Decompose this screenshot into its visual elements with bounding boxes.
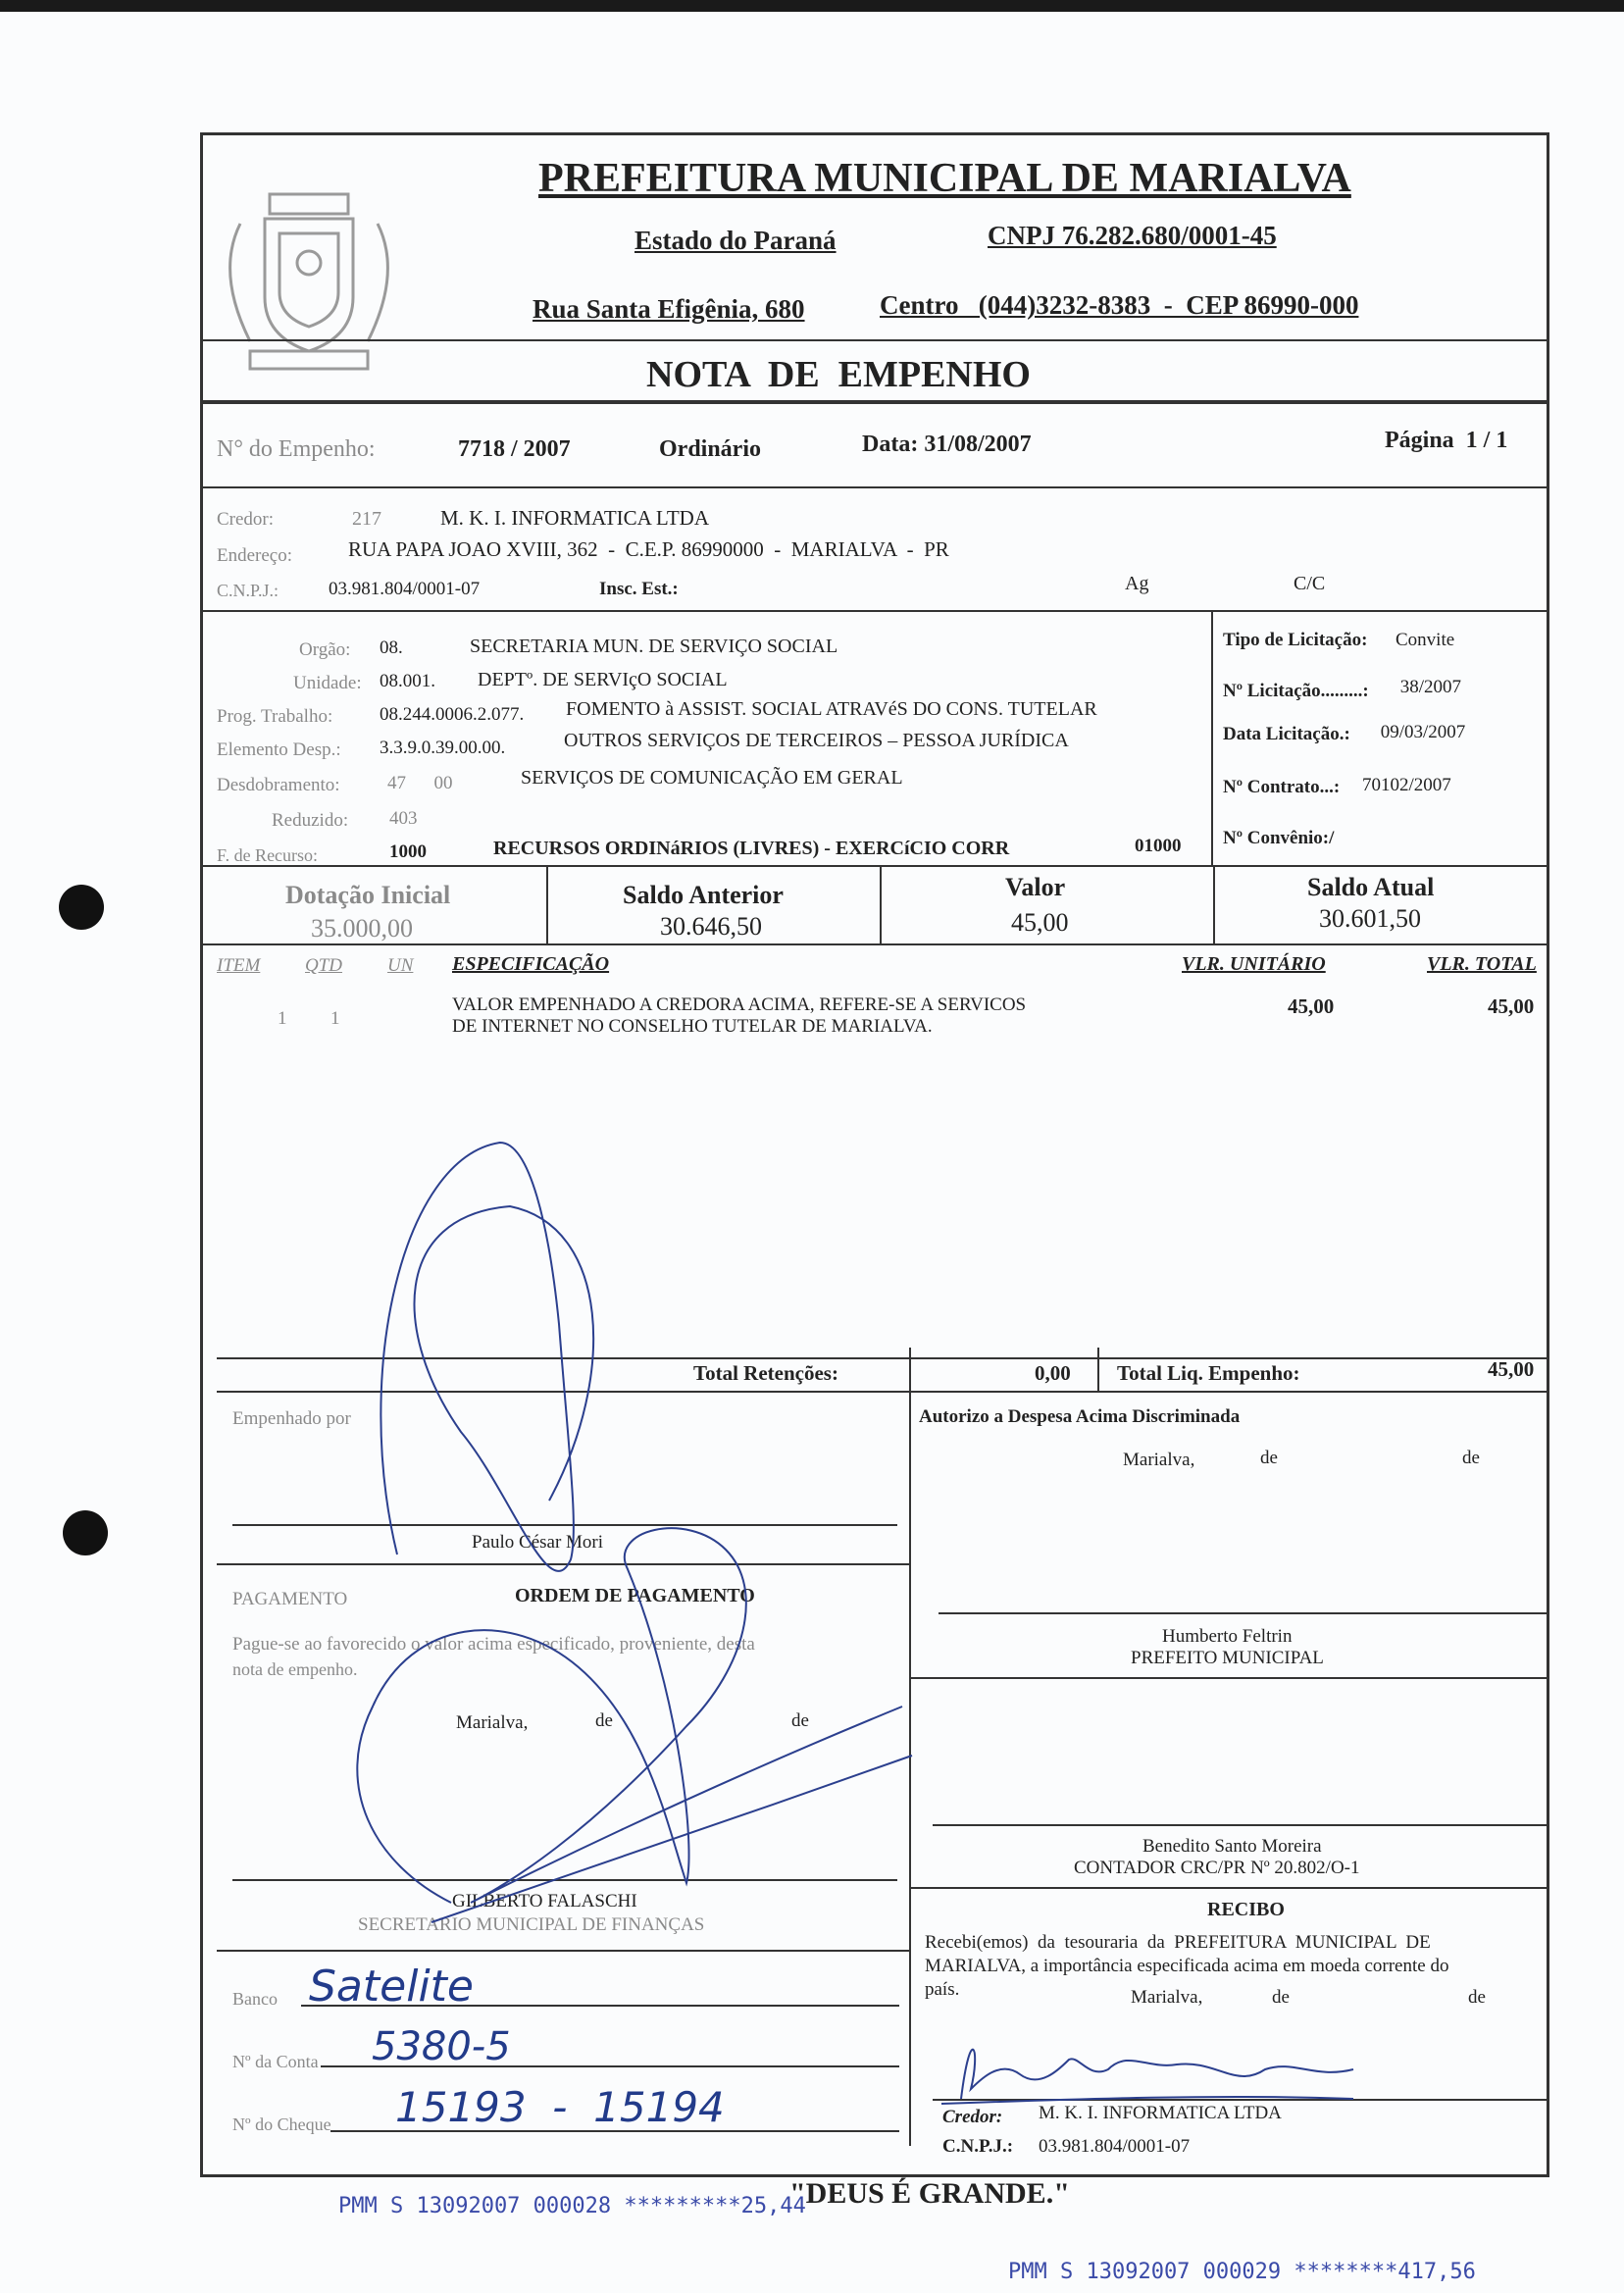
item-number: 1 (278, 1008, 287, 1029)
orgao-name: SECRETARIA MUN. DE SERVIÇO SOCIAL (470, 636, 838, 657)
item-description-line1: VALOR EMPENHADO A CREDORA ACIMA, REFERE-SE A SERVICOS (452, 994, 1027, 1015)
prefeitura-address: Rua Santa Efigênia, 680 (533, 294, 805, 324)
prefeito-name: Humberto Feltrin (1162, 1626, 1293, 1647)
payment-stamp-2: PMM S 13092007 000029 ********417,56 (1008, 2260, 1476, 2284)
ordem-pagamento-title: ORDEM DE PAGAMENTO (515, 1585, 755, 1606)
prefeitura-cnpj: CNPJ 76.282.680/0001-45 (988, 221, 1277, 250)
elemento-despesa-code: 3.3.9.0.39.00.00. (380, 738, 506, 758)
unidade-code: 08.001. (380, 671, 435, 691)
credor-cnpj-label: C.N.P.J.: (217, 581, 279, 600)
fonte-recurso-name: RECURSOS ORDINáRIOS (LIVRES) - EXERCíCIO CORR (493, 838, 1010, 859)
tipo-licitacao-value: Convite (1396, 630, 1455, 650)
autorizo-de-1: de (1260, 1448, 1278, 1468)
recibo-cnpj-label: C.N.P.J.: (942, 2136, 1014, 2157)
recibo-text-line2: MARIALVA, a importância especificada acima em moeda corrente do (925, 1956, 1449, 1976)
document-title: NOTA DE EMPENHO (646, 354, 1031, 395)
numero-licitacao-value: 38/2007 (1396, 677, 1462, 697)
total-retencoes-value: 0,00 (1035, 1361, 1071, 1385)
credor-cnpj: 03.981.804/0001-07 (329, 579, 481, 599)
desdobramento-label: Desdobramento: (217, 775, 340, 795)
banco-label: Banco (232, 1989, 278, 2009)
autorizo-de-2: de (1462, 1448, 1480, 1468)
empenho-type: Ordinário (659, 436, 762, 462)
credor-address: RUA PAPA JOAO XVIII, 362 - C.E.P. 86990000 - MARIALVA - PR (348, 537, 949, 561)
recibo-text-line1: Recebi(emos) da tesouraria da PREFEITURA MUNICIPAL DE (925, 1932, 1431, 1953)
item-description-line2: DE INTERNET NO CONSELHO TUTELAR DE MARIALVA. (452, 1016, 933, 1037)
ordem-pagamento-text-line1: Pague-se ao favorecido o valor acima especificado, proveniente, desta (232, 1634, 755, 1655)
data-licitacao-value: 09/03/2007 (1376, 722, 1466, 742)
numero-cheque-label: Nº do Cheque (232, 2115, 331, 2134)
numero-licitacao-label: Nº Licitação.........: (1223, 681, 1369, 701)
recibo-de-2: de (1468, 1987, 1486, 2008)
orgao-code: 08. (380, 637, 403, 658)
recibo-city: Marialva, (1131, 1987, 1203, 2008)
numero-convenio-label: Nº Convênio:/ (1223, 828, 1335, 848)
empenhado-por-name: Paulo César Mori (472, 1532, 604, 1553)
recibo-credor-name: M. K. I. INFORMATICA LTDA (1039, 2103, 1282, 2123)
saldo-anterior-label: Saldo Anterior (623, 881, 784, 909)
secretario-title: SECRETARIO MUNICIPAL DE FINANÇAS (358, 1914, 705, 1935)
reduzido-code: 403 (389, 808, 418, 829)
especificacao-column-header: ESPECIFICAÇÃO (452, 953, 610, 975)
empenho-number: 7718 / 2007 (458, 436, 571, 462)
vlr-unitario-column-header: VLR. UNITÁRIO (1182, 953, 1326, 975)
empenhado-signature (381, 1143, 593, 1571)
elemento-despesa-name: OUTROS SERVIÇOS DE TERCEIROS – PESSOA JURÍDICA (564, 730, 1069, 751)
elemento-despesa-label: Elemento Desp.: (217, 739, 341, 760)
valor-label: Valor (1005, 873, 1066, 901)
ordem-pagamento-city: Marialva, (456, 1712, 529, 1733)
empenho-date: Data: 31/08/2007 (862, 432, 1032, 457)
prog-trabalho-code: 08.244.0006.2.077. (380, 704, 525, 725)
empenhado-por-label: Empenhado por (232, 1408, 351, 1429)
autorizo-city: Marialva, (1123, 1450, 1195, 1470)
tipo-licitacao-label: Tipo de Licitação: (1223, 630, 1368, 650)
total-liquido-value: 45,00 (1488, 1357, 1535, 1381)
unidade-label: Unidade: (293, 673, 362, 693)
total-liquido-label: Total Liq. Empenho: (1117, 1361, 1300, 1385)
banco-handwritten-value: Satelite (309, 1962, 474, 2012)
pagamento-label: PAGAMENTO (232, 1589, 348, 1609)
prefeito-title: PREFEITO MUNICIPAL (1131, 1648, 1324, 1668)
item-unit-value: 45,00 (1288, 994, 1335, 1018)
page-number: Página 1 / 1 (1385, 428, 1508, 453)
credor-name: M. K. I. INFORMATICA LTDA (440, 506, 709, 530)
fonte-recurso-code: 1000 (389, 841, 427, 862)
credor-signature (961, 2050, 1353, 2099)
numero-conta-label: Nº da Conta (232, 2052, 319, 2071)
desdobramento-name: SERVIÇOS DE COMUNICAÇÃO EM GERAL (521, 767, 903, 789)
agencia-label: Ag (1125, 573, 1149, 594)
recibo-credor-label: Credor: (942, 2107, 1003, 2127)
item-total-value: 45,00 (1488, 994, 1535, 1018)
state-name: Estado do Paraná (634, 226, 837, 255)
credor-signature-underline (941, 2097, 1353, 2104)
item-column-header: ITEM (217, 955, 261, 976)
credor-code: 217 (352, 508, 381, 530)
numero-contrato-label: Nº Contrato...: (1223, 777, 1341, 797)
orgao-label: Orgão: (299, 639, 351, 660)
numero-conta-handwritten-value: 5380-5 (372, 2024, 511, 2069)
autorizo-title: Autorizo a Despesa Acima Discriminada (919, 1406, 1241, 1427)
unidade-name: DEPTº. DE SERVIçO SOCIAL (478, 669, 728, 690)
total-retencoes-label: Total Retenções: (693, 1361, 838, 1385)
recibo-de-1: de (1272, 1987, 1290, 2008)
prefeitura-contact: Centro (044)3232-8383 - CEP 86990-000 (880, 290, 1359, 320)
credor-label: Credor: (217, 509, 275, 530)
recibo-text-line3: país. (925, 1979, 960, 2000)
credor-address-label: Endereço: (217, 545, 293, 566)
ordem-pagamento-de-2: de (791, 1710, 809, 1731)
vlr-total-column-header: VLR. TOTAL (1427, 953, 1537, 975)
recibo-title: RECIBO (1207, 1899, 1285, 1920)
ordem-pagamento-text-line2: nota de empenho. (232, 1659, 358, 1679)
desdobramento-code: 47 00 (387, 773, 453, 793)
insc-est-label: Insc. Est.: (599, 579, 679, 599)
conta-corrente-label: C/C (1294, 573, 1326, 594)
contador-title: CONTADOR CRC/PR Nº 20.802/O-1 (1074, 1858, 1360, 1878)
dotacao-inicial-label: Dotação Inicial (285, 881, 451, 909)
prefeitura-title: PREFEITURA MUNICIPAL DE MARIALVA (538, 156, 1351, 201)
saldo-atual-label: Saldo Atual (1307, 873, 1435, 901)
numero-cheque-handwritten-value: 15193 - 15194 (395, 2083, 725, 2131)
valor-value: 45,00 (1011, 908, 1069, 937)
qtd-column-header: QTD (305, 955, 343, 976)
item-qty: 1 (330, 1008, 340, 1029)
ordem-pagamento-de-1: de (595, 1710, 613, 1731)
saldo-atual-value: 30.601,50 (1319, 904, 1421, 933)
secretario-signature (357, 1528, 902, 1903)
secretario-name: GILBERTO FALASCHI (452, 1891, 637, 1911)
payment-stamp-1: PMM S 13092007 000028 *********25,44 (338, 2194, 806, 2218)
data-licitacao-label: Data Licitação.: (1223, 724, 1350, 744)
recibo-cnpj-value: 03.981.804/0001-07 (1039, 2136, 1191, 2157)
prog-trabalho-label: Prog. Trabalho: (217, 706, 333, 727)
secretario-signature-underline (431, 1756, 912, 1922)
footer-motto: "DEUS É GRANDE." (789, 2177, 1070, 2210)
empenho-number-label: N° do Empenho: (217, 436, 376, 462)
saldo-anterior-value: 30.646,50 (660, 912, 762, 941)
fonte-recurso-number: 01000 (1135, 836, 1182, 856)
numero-contrato-value: 70102/2007 (1362, 775, 1451, 795)
prog-trabalho-name: FOMENTO à ASSIST. SOCIAL ATRAVéS DO CONS. TUTELAR (566, 698, 1097, 720)
reduzido-label: Reduzido: (272, 810, 349, 831)
dotacao-inicial-value: 35.000,00 (311, 914, 413, 943)
contador-name: Benedito Santo Moreira (1142, 1836, 1322, 1857)
un-column-header: UN (387, 955, 414, 976)
fonte-recurso-label: F. de Recurso: (217, 845, 319, 865)
